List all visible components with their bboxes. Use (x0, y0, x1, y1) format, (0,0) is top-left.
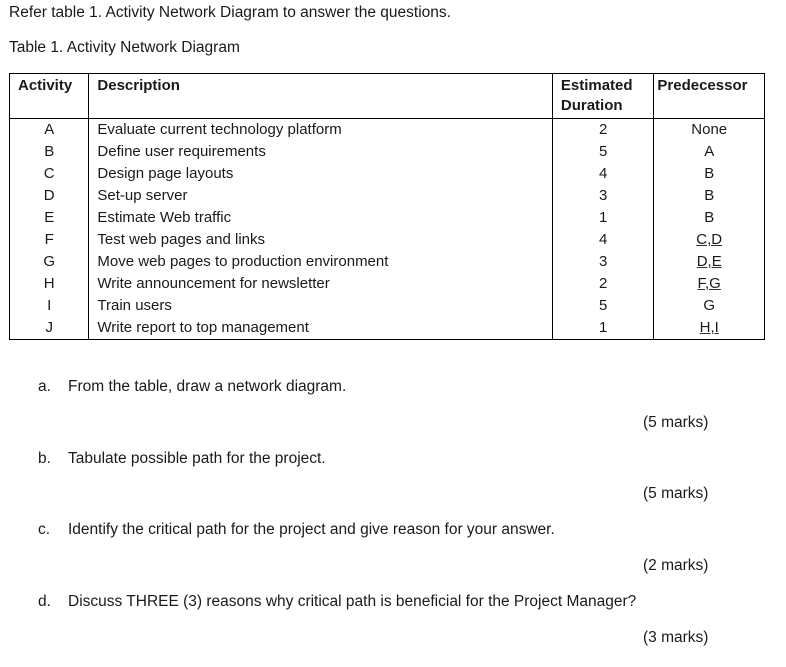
cell-predecessor: A (654, 141, 765, 163)
question-c-marks: (2 marks) (643, 557, 709, 574)
question-text: Discuss THREE (3) reasons why critical path is beneficial for the Project Manager? (68, 593, 637, 610)
cell-predecessor (654, 317, 765, 340)
cell-predecessor: B (654, 163, 765, 185)
question-text: Tabulate possible path for the project. (68, 450, 326, 467)
cell-description: Evaluate current technology platform (89, 119, 552, 142)
table-row (10, 207, 765, 229)
cell-predecessor (654, 251, 765, 273)
cell-predecessor: None (654, 119, 765, 142)
cell-activity: H (10, 273, 89, 295)
question-text: From the table, draw a network diagram. (68, 378, 347, 395)
question-b-marks: (5 marks) (643, 485, 709, 502)
cell-activity: A (10, 119, 89, 142)
cell-duration: 5 (552, 295, 654, 317)
cell-activity: E (10, 207, 89, 229)
table-row (10, 119, 765, 142)
predecessor-text: D,E (696, 253, 722, 270)
predecessor-text: C,D (696, 231, 723, 248)
predecessor-text: F,G (697, 275, 721, 292)
table-row (10, 229, 765, 251)
intro-text: Refer table 1. Activity Network Diagram to answer the questions. (9, 4, 451, 21)
cell-description: Design page layouts (89, 163, 552, 185)
header-duration-line1: Estimated (560, 77, 633, 94)
cell-description: Estimate Web traffic (89, 207, 552, 229)
header-predecessor: Predecessor (654, 74, 765, 119)
table-header-row (10, 74, 765, 119)
cell-description: Write report to top management (89, 317, 552, 340)
question-label: a. (38, 378, 51, 395)
cell-duration: 1 (552, 317, 654, 340)
question-text: Identify the critical path for the project and give reason for your answer. (68, 521, 555, 538)
cell-duration: 1 (552, 207, 654, 229)
cell-duration: 4 (552, 163, 654, 185)
question-d (38, 593, 636, 611)
activity-table (9, 73, 765, 340)
cell-predecessor (654, 229, 765, 251)
cell-activity: F (10, 229, 89, 251)
cell-predecessor: G (654, 295, 765, 317)
header-duration-line2: Duration (560, 97, 623, 114)
question-b (38, 450, 326, 468)
question-c (38, 521, 555, 539)
cell-description: Set-up server (89, 185, 552, 207)
header-duration (552, 74, 654, 119)
cell-description: Write announcement for newsletter (89, 273, 552, 295)
cell-activity: J (10, 317, 89, 340)
cell-description: Define user requirements (89, 141, 552, 163)
cell-description: Test web pages and links (89, 229, 552, 251)
table-row (10, 317, 765, 340)
cell-duration: 3 (552, 185, 654, 207)
table-row (10, 273, 765, 295)
cell-predecessor: B (654, 207, 765, 229)
question-label: c. (38, 521, 51, 538)
question-a (38, 378, 346, 396)
table-row (10, 295, 765, 317)
table-row (10, 141, 765, 163)
cell-activity: C (10, 163, 89, 185)
table-row (10, 163, 765, 185)
cell-duration: 5 (552, 141, 654, 163)
cell-predecessor (654, 273, 765, 295)
table-row (10, 251, 765, 273)
cell-duration: 3 (552, 251, 654, 273)
cell-duration: 2 (552, 273, 654, 295)
cell-activity: G (10, 251, 89, 273)
table-caption: Table 1. Activity Network Diagram (9, 39, 240, 56)
cell-duration: 2 (552, 119, 654, 142)
cell-predecessor: B (654, 185, 765, 207)
table-row (10, 185, 765, 207)
cell-description: Move web pages to production environment (89, 251, 552, 273)
header-description: Description (89, 74, 552, 119)
question-label: b. (38, 450, 51, 467)
question-a-marks: (5 marks) (643, 414, 709, 431)
question-d-marks: (3 marks) (643, 629, 709, 646)
cell-description: Train users (89, 295, 552, 317)
header-activity: Activity (10, 74, 89, 119)
question-label: d. (38, 593, 51, 610)
cell-duration: 4 (552, 229, 654, 251)
cell-activity: B (10, 141, 89, 163)
cell-activity: I (10, 295, 89, 317)
predecessor-text: H,I (699, 319, 719, 336)
cell-activity: D (10, 185, 89, 207)
